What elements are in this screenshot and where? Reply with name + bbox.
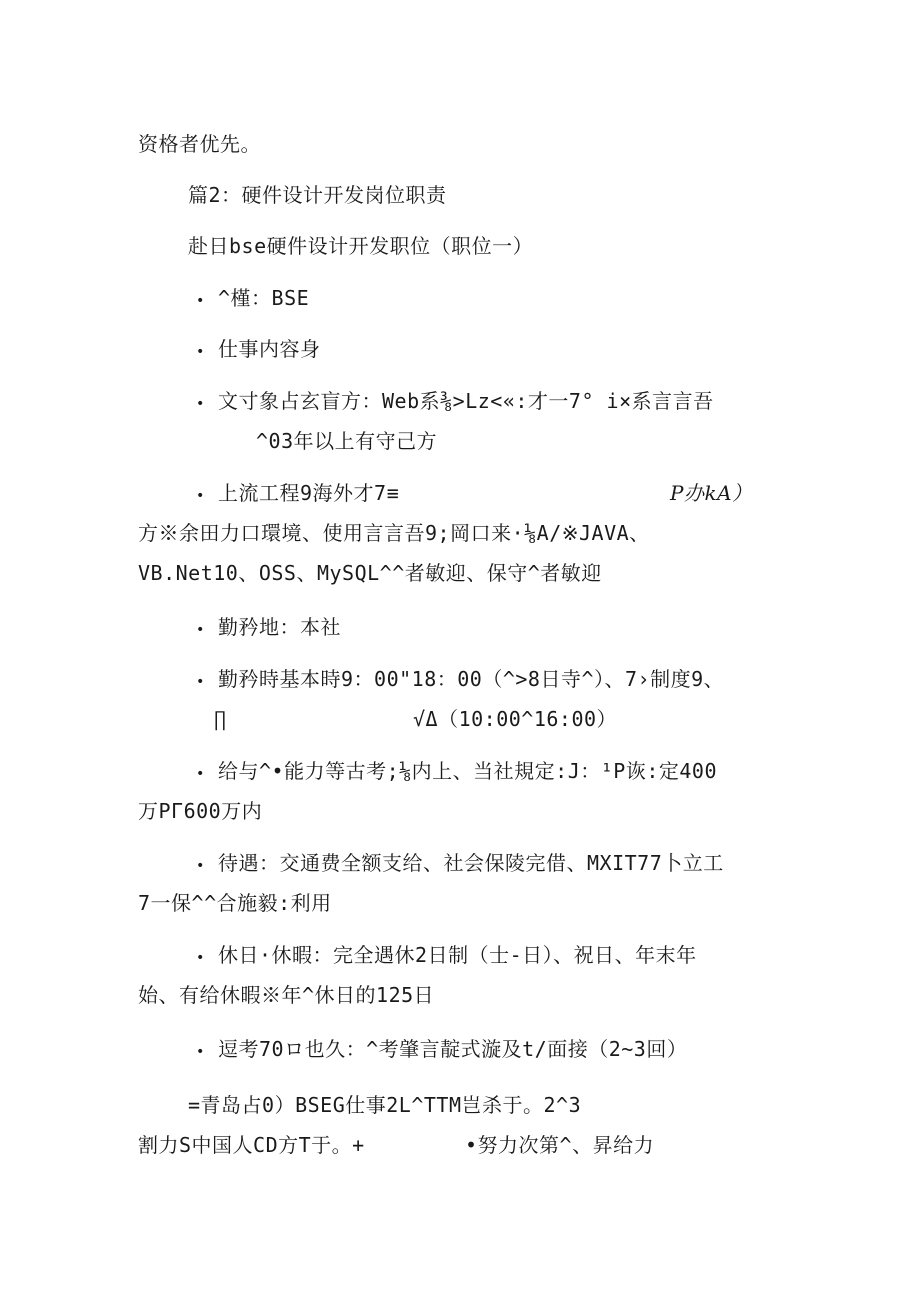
- text-line: 万PΓ600万内: [138, 799, 263, 823]
- text-line: ^03年以上有守己方: [256, 429, 438, 453]
- list-item: • 仕事内容身: [196, 336, 321, 365]
- text-line: 资格者优先。: [138, 132, 261, 156]
- text-line: 始、有给休暇※年^休日的125日: [138, 983, 435, 1007]
- text-line: 7一保^^合施毅:利用: [138, 891, 332, 915]
- list-item: • 给与^•能力等古考;⅛内上、当社規定:J：¹P诙:定400: [196, 758, 717, 787]
- list-item: • 勤矜地：本社: [196, 614, 341, 643]
- text-fragment: √Δ（10:00^16:00）: [413, 707, 618, 731]
- text-fragment: P办kA）: [670, 481, 753, 505]
- text-fragment: •努力次第^、昇给力: [465, 1133, 655, 1157]
- list-item: • 待遇：交通费全额支给、社会保陵完借、MXIT77卜立工: [196, 850, 724, 879]
- text-line: VB.Net10、OSS、MySQL^^者敏迎、保守^者敏迎: [138, 561, 602, 585]
- list-item: • 逗考70ロ也久：^考肇言靛式漩及t/面接（2~3回）: [196, 1036, 687, 1065]
- text-line: 方※余田力口環境、使用言言吾9;岡口来·⅛A/※JAVA、: [138, 521, 650, 545]
- text-fragment: ∏: [214, 707, 227, 731]
- list-item: • 文寸象占玄盲方：Web系⅜>Lz<«:才一7° i×系言言吾: [196, 388, 714, 417]
- list-item: • ^槿：BSE: [196, 285, 309, 314]
- text-line: 割力S中国人CD方T于。+: [138, 1133, 365, 1157]
- list-item: • 勤矜時基本時9：00"18：00（^>8日寺^）、7›制度9、: [196, 666, 724, 695]
- list-item: • 上流工程9海外才7≡: [196, 480, 399, 509]
- list-item: • 休日·休暇：完全遇休2日制（士-日）、祝日、年末年: [196, 942, 697, 971]
- text-line: 赴日bse硬件设计开发职位（职位一）: [188, 234, 534, 258]
- text-line: =青岛占0）BSEG仕事2L^TTM岂杀于。2^3: [188, 1093, 582, 1117]
- section-heading: 篇2：硬件设计开发岗位职责: [188, 183, 447, 207]
